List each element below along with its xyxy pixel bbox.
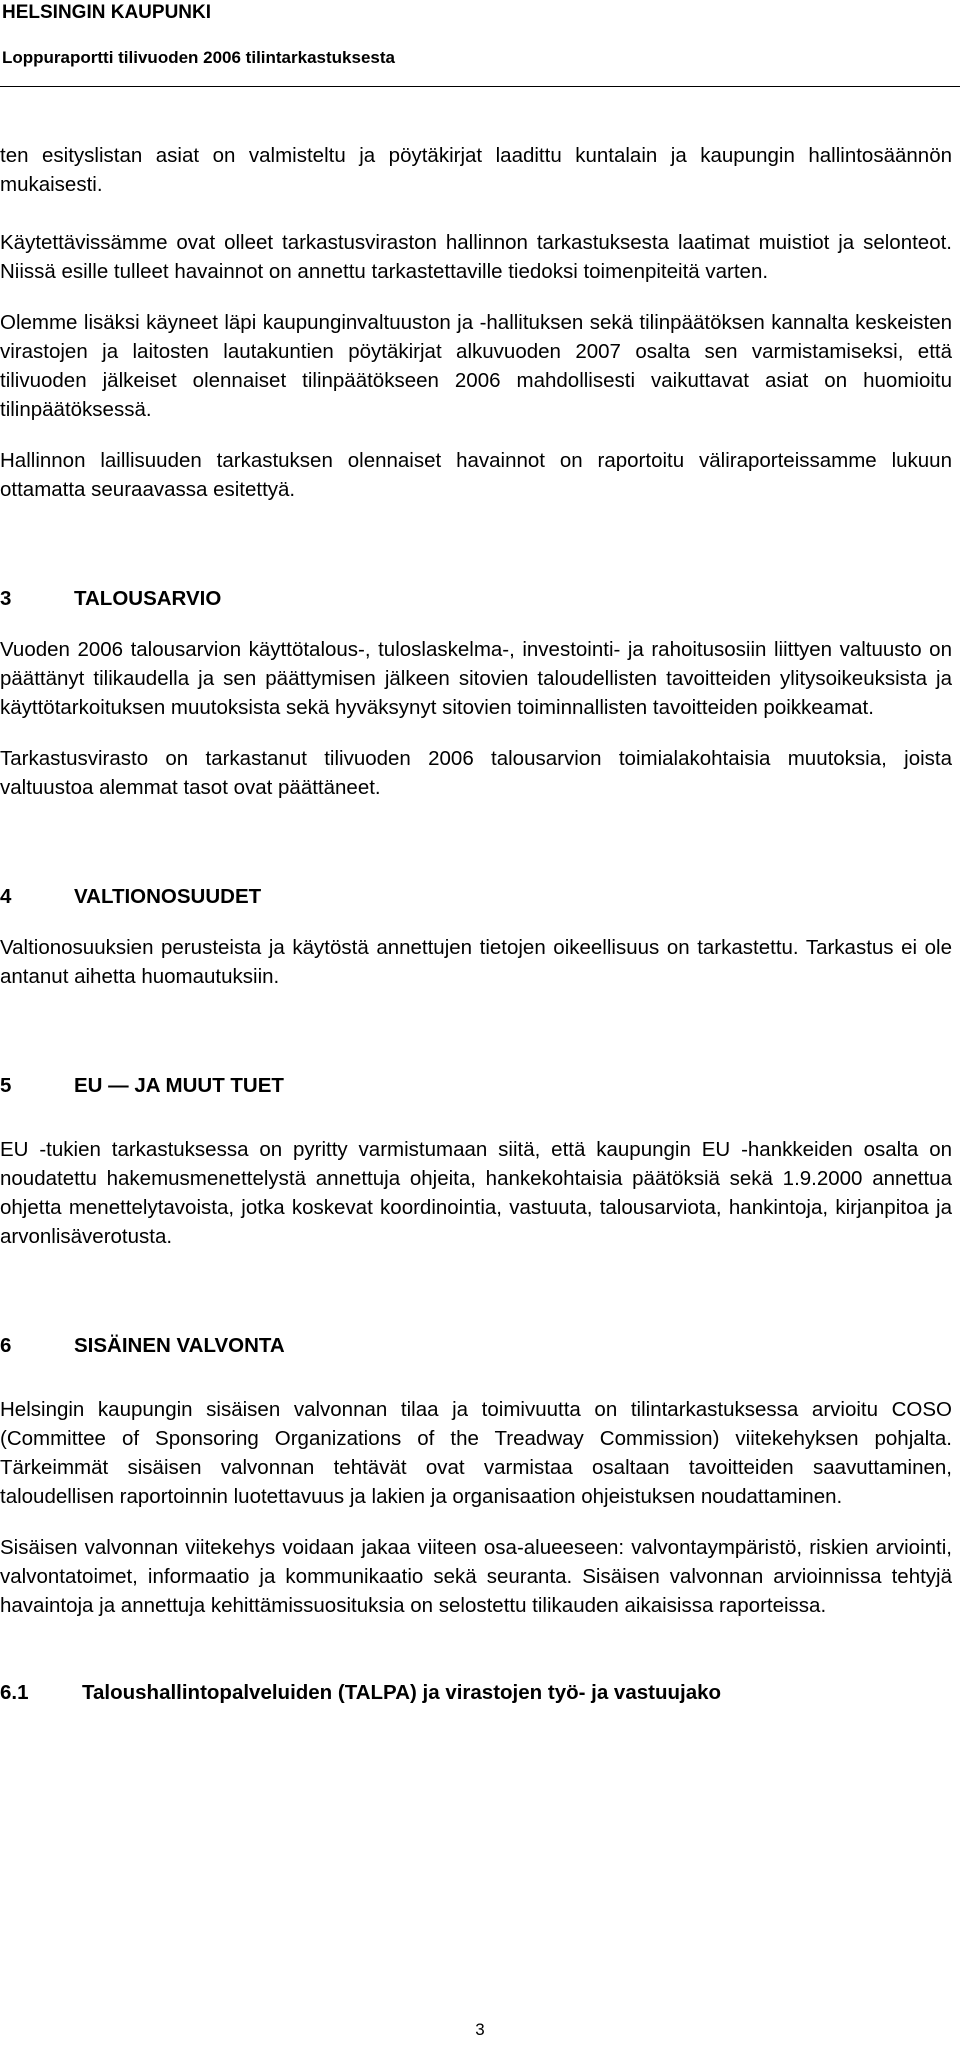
paragraph: ten esityslistan asiat on valmisteltu ja pöytäkirjat laadittu kuntalain ja kaupungin hallintosäännön mukaisesti. xyxy=(0,144,952,196)
paragraph: Sisäisen valvonnan viitekehys voidaan jakaa viiteen osa-alueeseen: valvontaympäristö, riskien arviointi, valvontatoimet, informaatio ja kommunikaatio sekä seuranta. Sisäisen valvonnan arvioinnissa tehtyjä havaintoja ja annettuja kehittämissuosituksia on selostettu tilikauden aikaisissa raporteissa. xyxy=(0,1536,952,1617)
section-heading-talousarvio xyxy=(0,584,952,613)
section-number: 4 xyxy=(0,885,12,908)
section-number: 3 xyxy=(0,587,12,610)
section-heading-sisainen-valvonta xyxy=(0,1331,952,1360)
section-number: 5 xyxy=(0,1074,12,1097)
paragraph: Tarkastusvirasto on tarkastanut tilivuoden 2006 talousarvion toimialakohtaisia muutoksia, joista valtuustoa alemmat tasot ovat päättäneet. xyxy=(0,747,952,799)
document-body xyxy=(0,141,952,1707)
section-heading-valtionosuudet xyxy=(0,882,952,911)
paragraph: Hallinnon laillisuuden tarkastuksen olennaiset havainnot on raportoitu väliraporteissamme lukuun ottamatta seuraavassa esitettyä. xyxy=(0,449,952,501)
section-title: EU — JA MUUT TUET xyxy=(74,1074,284,1097)
section-title: VALTIONOSUUDET xyxy=(74,885,262,908)
report-title: Loppuraportti tilivuoden 2006 tilintarkastuksesta xyxy=(2,48,395,67)
section-number: 6 xyxy=(0,1334,12,1357)
section-title: TALOUSARVIO xyxy=(74,587,222,610)
header-divider xyxy=(0,86,960,87)
paragraph: Käytettävissämme ovat olleet tarkastusviraston hallinnon tarkastuksesta laatimat muistiot ja selonteot. Niissä esille tulleet havainnot on annettu tarkastettaville tiedoksi toimenpiteitä varten. xyxy=(0,231,952,283)
paragraph: Valtionosuuksien perusteista ja käytöstä annettujen tietojen oikeellisuus on tarkastettu. Tarkastus ei ole antanut aihetta huomautuksiin. xyxy=(0,936,952,988)
subsection-number: 6.1 xyxy=(0,1681,29,1704)
paragraph: EU -tukien tarkastuksessa on pyritty varmistumaan siitä, että kaupungin EU -hankkeiden osalta on noudatettu hakemusmenettelystä annettuja ohjeita, hankekohtaisia päätöksiä sekä 1.9.2000 annettua ohjetta menettelytavoista, jotka koskevat koordinointia, vastuuta, talousarviota, hankintoja, kirjanpitoa ja arvonlisäverotusta. xyxy=(0,1138,952,1248)
subsection-heading-talpa xyxy=(0,1678,952,1707)
paragraph: Helsingin kaupungin sisäisen valvonnan tilaa ja toimivuutta on tilintarkastuksessa arvioitu COSO (Committee of Sponsoring Organizations of the Treadway Commission) viitekehyksen pohjalta. Tärkeimmät sisäisen valvonnan tehtävät ovat varmistaa osaltaan tavoitteiden saavuttaminen, taloudellisen raportoinnin luotettavuus ja lakien ja organisaation ohjeistuksen noudattaminen. xyxy=(0,1398,952,1508)
section-heading-eu-tuet xyxy=(0,1071,952,1100)
organization-name: HELSINGIN KAUPUNKI xyxy=(2,2,212,23)
paragraph: Vuoden 2006 talousarvion käyttötalous-, tuloslaskelma-, investointi- ja rahoitusosiin liittyen valtuusto on päättänyt tilikaudella ja sen päättymisen jälkeen sitovien taloudellisten tavoitteiden ylitysoikeuksista ja käyttötarkoituksen muutoksista sekä hyväksynyt sitovien toiminnallisten tavoitteiden poikkeamat. xyxy=(0,638,952,719)
subsection-title: Taloushallintopalveluiden (TALPA) ja virastojen työ- ja vastuujako xyxy=(82,1681,722,1704)
page-number: 3 xyxy=(475,2020,485,2039)
section-title: SISÄINEN VALVONTA xyxy=(74,1334,285,1357)
paragraph: Olemme lisäksi käyneet läpi kaupunginvaltuuston ja -hallituksen sekä tilinpäätöksen kannalta keskeisten virastojen ja laitosten lautakuntien pöytäkirjat alkuvuoden 2007 osalta sen varmistamiseksi, että tilivuoden jälkeiset olennaiset tilinpäätökseen 2006 mahdollisesti vaikuttavat asiat on huomioitu tilinpäätöksessä. xyxy=(0,311,952,421)
